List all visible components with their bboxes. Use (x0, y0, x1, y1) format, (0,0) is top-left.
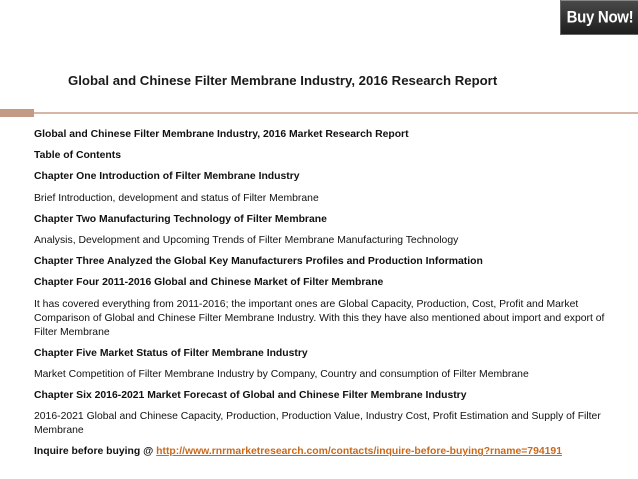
chapter-four-description: It has covered everything from 2011-2016; the important ones are Global Capacity, Production, Cost, Profit and Market Comparison of Global and Chinese Filter Membrane Industry. With this they have also mentioned about import and export of Filter Membrane (34, 298, 605, 338)
chapter-five-description: Market Competition of Filter Membrane Industry by Company, Country and consumption of Filter Membrane (34, 368, 529, 380)
chapter-five-heading: Chapter Five Market Status of Filter Membrane Industry (34, 347, 308, 359)
divider-accent-bar (0, 109, 34, 117)
toc-heading: Table of Contents (34, 150, 121, 162)
report-contents (34, 128, 624, 467)
report-heading: Global and Chinese Filter Membrane Industry, 2016 Market Research Report (34, 129, 409, 140)
page-title: Global and Chinese Filter Membrane Industry, 2016 Research Report (68, 73, 498, 88)
chapter-four-heading: Chapter Four 2011-2016 Global and Chinese Market of Filter Membrane (34, 277, 384, 289)
inquire-line (34, 445, 624, 459)
chapter-one-description: Brief Introduction, development and status of Filter Membrane (34, 192, 319, 204)
chapter-one-heading: Chapter One Introduction of Filter Membrane Industry (34, 171, 300, 183)
chapter-six-description: 2016-2021 Global and Chinese Capacity, Production, Production Value, Industry Cost, Profit Estimation and Supply of Filter Membrane (34, 411, 601, 437)
inquire-link[interactable]: http://www.rnrmarketresearch.com/contacts/inquire-before-buying?rname=794191 (156, 446, 562, 458)
title-divider (0, 109, 638, 117)
chapter-two-description: Analysis, Development and Upcoming Trends of Filter Membrane Manufacturing Technology (34, 234, 459, 246)
inquire-label: Inquire before buying @ (34, 446, 157, 458)
chapter-three-heading: Chapter Three Analyzed the Global Key Manufacturers Profiles and Production Information (34, 256, 483, 268)
buy-now-label: Buy Now! (566, 7, 634, 27)
chapter-six-heading: Chapter Six 2016-2021 Market Forecast of Global and Chinese Filter Membrane Industry (34, 390, 467, 402)
buy-now-button[interactable] (560, 0, 638, 35)
chapter-two-heading: Chapter Two Manufacturing Technology of Filter Membrane (34, 213, 327, 225)
divider-line (34, 112, 638, 114)
